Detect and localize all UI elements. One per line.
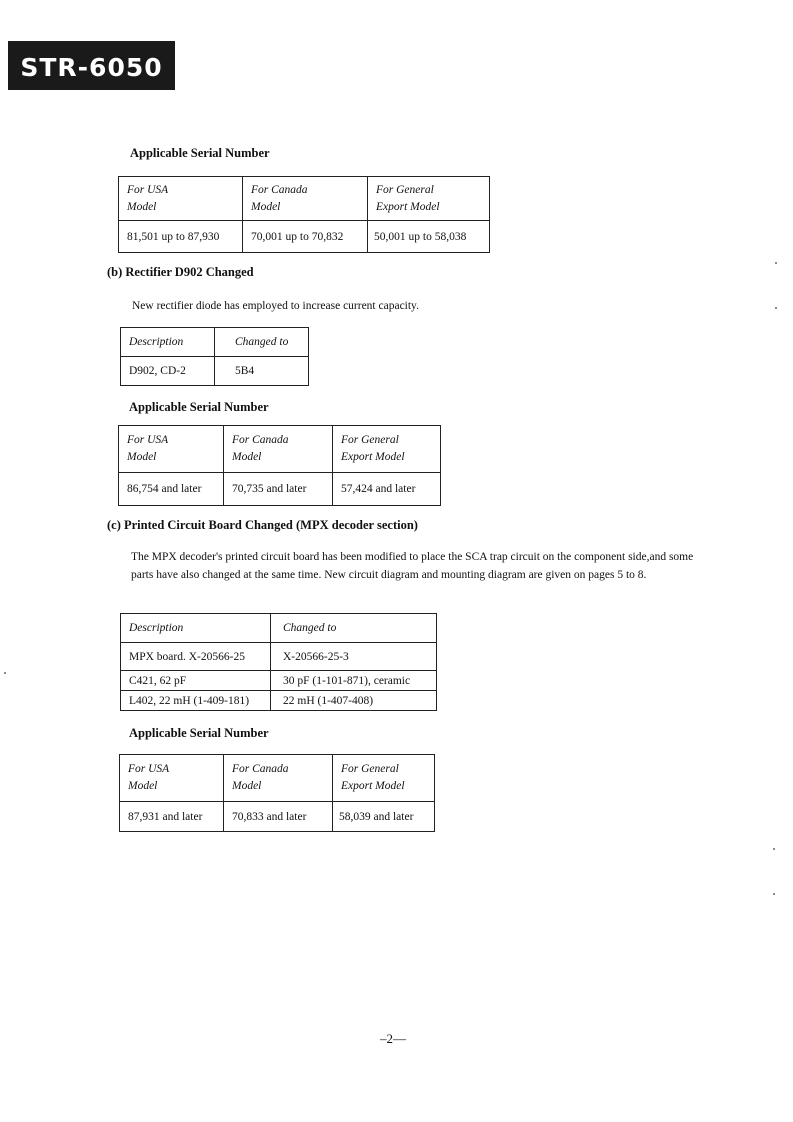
value-cell-general: 58,039 and later (333, 802, 435, 832)
header-cell-canada (224, 755, 333, 802)
table-header-row (119, 426, 441, 473)
value-cell-usa: 81,501 up to 87,930 (119, 221, 243, 253)
table-row (121, 357, 309, 386)
value-cell-general: 57,424 and later (333, 473, 441, 506)
table-row (121, 643, 437, 671)
header-line: For Canada (232, 763, 289, 775)
description-cell: D902, CD-2 (121, 357, 215, 386)
header-cell-description: Description (121, 614, 271, 643)
header-line: For Canada (251, 183, 308, 196)
header-line: Export Model (341, 451, 405, 463)
description-cell: C421, 62 pF (121, 671, 271, 691)
table-row (119, 221, 490, 253)
scan-speck (4, 672, 6, 674)
scan-speck (773, 893, 775, 895)
header-line: Model (251, 200, 281, 213)
header-cell-general (368, 177, 490, 221)
serial-table-3 (119, 754, 435, 832)
header-line: Model (232, 780, 262, 792)
table-header-row (120, 755, 435, 802)
changed-to-cell: 22 mH (1-407-408) (271, 691, 437, 711)
header-cell-canada (243, 177, 368, 221)
header-line: Model (127, 451, 157, 463)
table-header-row (121, 614, 437, 643)
header-line: Export Model (376, 200, 440, 213)
section-b-table (120, 327, 309, 386)
header-cell-usa (120, 755, 224, 802)
serial-heading-3: Applicable Serial Number (129, 726, 269, 740)
header-line: Model (127, 200, 157, 213)
scan-speck (773, 848, 775, 850)
serial-heading-2: Applicable Serial Number (129, 400, 269, 414)
header-cell-usa (119, 426, 224, 473)
description-cell: L402, 22 mH (1-409-181) (121, 691, 271, 711)
table-row (121, 671, 437, 691)
serial-table-1 (118, 176, 490, 253)
header-cell-canada (224, 426, 333, 473)
header-cell-changed-to: Changed to (215, 328, 309, 357)
section-c-table (120, 613, 437, 711)
value-cell-usa: 86,754 and later (119, 473, 224, 506)
serial-table-2 (118, 425, 441, 506)
section-c-title: (c) Printed Circuit Board Changed (MPX decoder section) (107, 518, 418, 532)
model-badge: STR-6050 (8, 41, 175, 90)
table-header-row (121, 328, 309, 357)
header-line: Model (232, 451, 262, 463)
value-cell-canada: 70,735 and later (224, 473, 333, 506)
header-cell-general (333, 426, 441, 473)
header-line: For USA (127, 183, 169, 196)
header-line: For USA (128, 763, 170, 775)
description-cell: MPX board. X-20566-25 (121, 643, 271, 671)
header-line: Export Model (341, 780, 405, 792)
value-cell-usa: 87,931 and later (120, 802, 224, 832)
value-cell-general: 50,001 up to 58,038 (368, 221, 490, 253)
value-cell-canada: 70,833 and later (224, 802, 333, 832)
scan-speck (775, 262, 777, 264)
section-b-text: New rectifier diode has employed to increase current capacity. (132, 300, 419, 312)
header-line: For General (376, 183, 434, 196)
header-cell-changed-to: Changed to (271, 614, 437, 643)
header-line: Model (128, 780, 158, 792)
changed-to-cell: 30 pF (1-101-871), ceramic (271, 671, 437, 691)
header-line: For USA (127, 434, 169, 446)
table-header-row (119, 177, 490, 221)
table-row (119, 473, 441, 506)
scan-speck (775, 307, 777, 309)
section-c-text: The MPX decoder's printed circuit board has been modified to place the SCA trap circuit on the component side,and some parts have also changed at the same time. New circuit diagram and mounting diagram are given on pages 5 to 8. (131, 551, 694, 581)
header-cell-general (333, 755, 435, 802)
value-cell-canada: 70,001 up to 70,832 (243, 221, 368, 253)
serial-heading-1: Applicable Serial Number (130, 146, 270, 160)
table-row (120, 802, 435, 832)
header-cell-description: Description (121, 328, 215, 357)
changed-to-cell: X-20566-25-3 (271, 643, 437, 671)
changed-to-cell: 5B4 (215, 357, 309, 386)
header-cell-usa (119, 177, 243, 221)
page-number: –2— (380, 1031, 406, 1046)
table-row (121, 691, 437, 711)
header-line: For Canada (232, 434, 289, 446)
header-line: For General (341, 763, 399, 775)
section-b-title: (b) Rectifier D902 Changed (107, 265, 254, 279)
header-line: For General (341, 434, 399, 446)
